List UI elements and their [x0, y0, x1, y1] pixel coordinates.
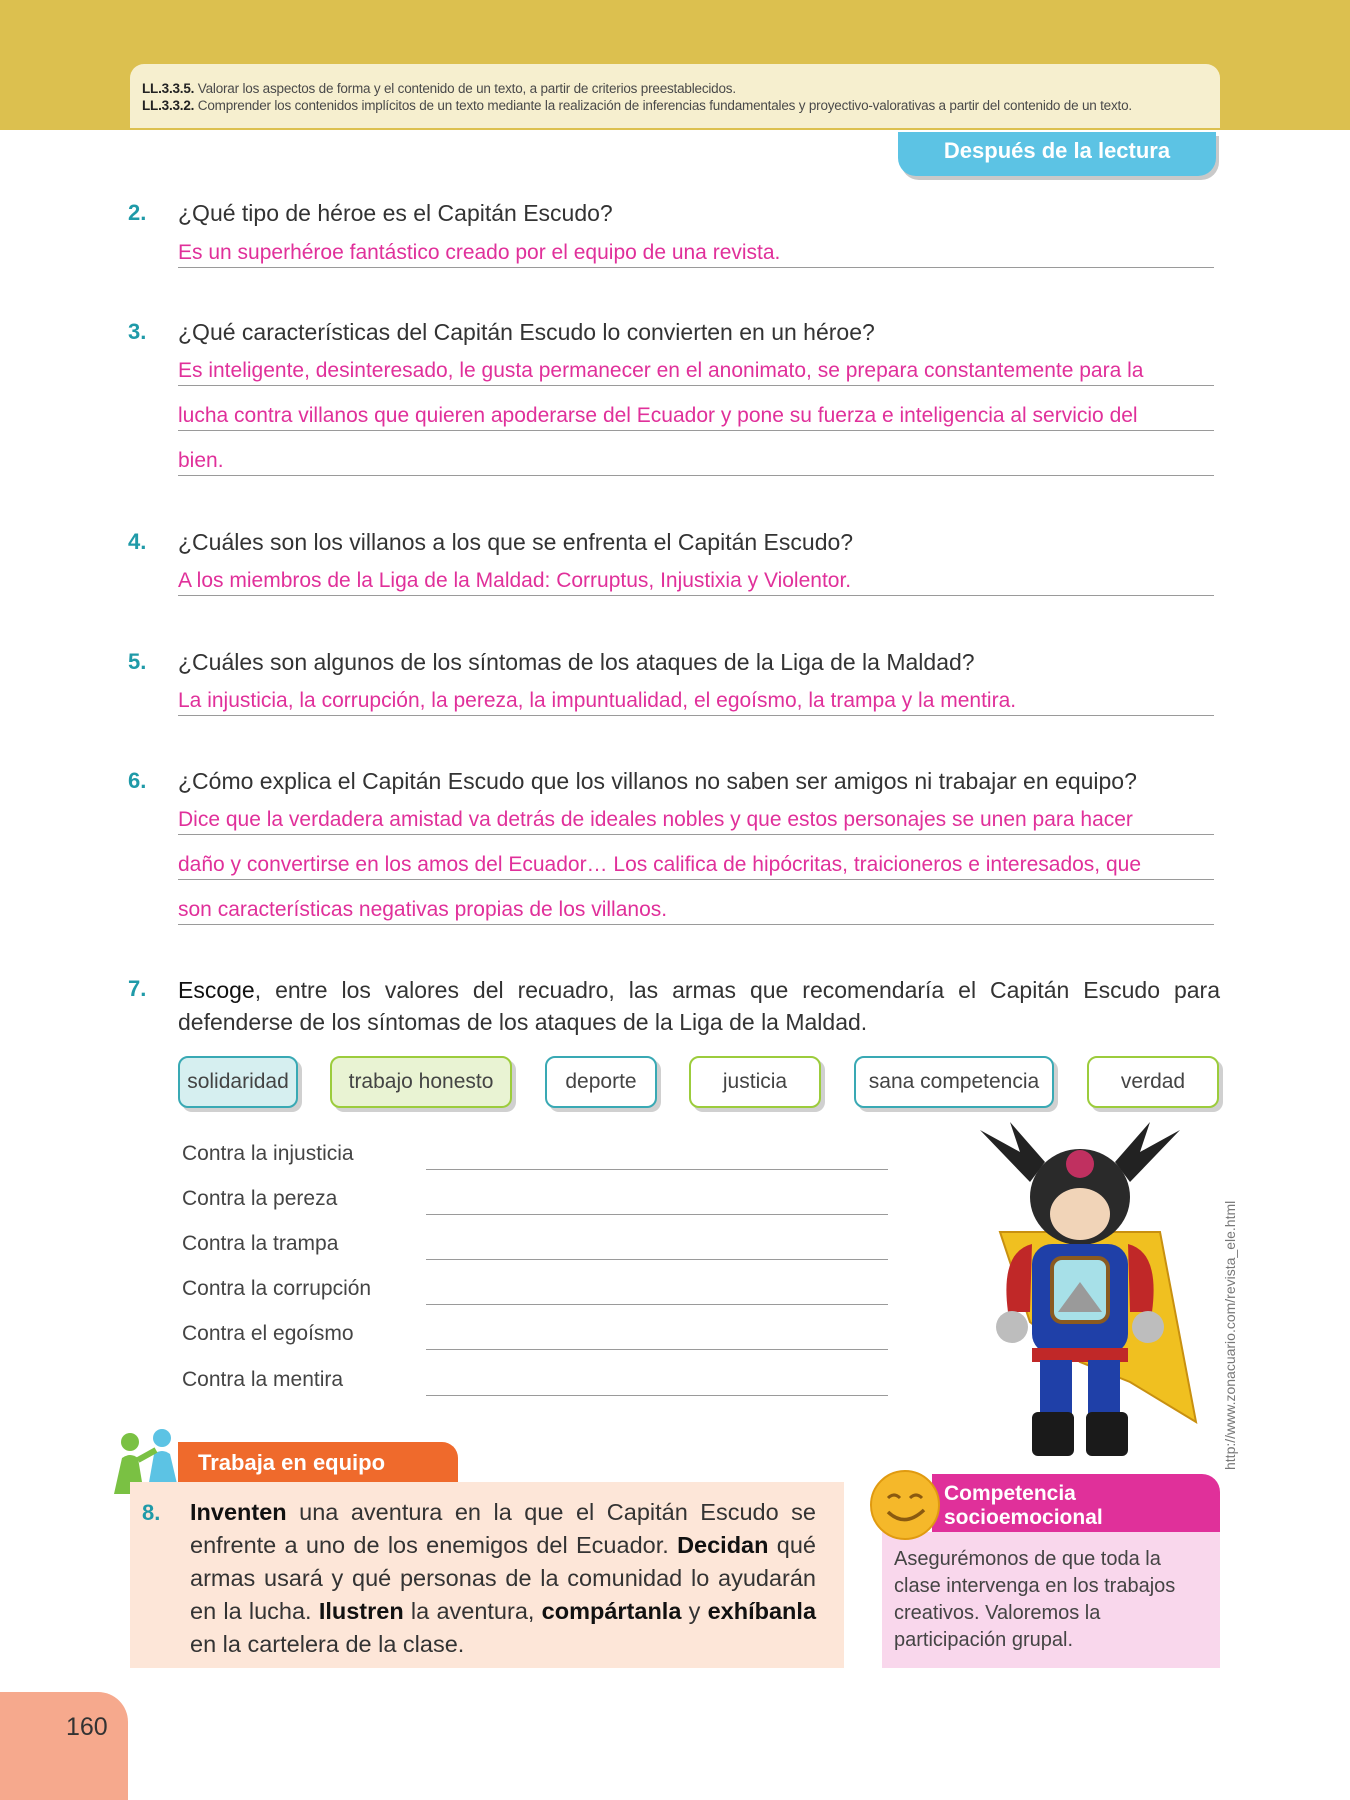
- instruction-verb: compártanla: [541, 1598, 682, 1624]
- question-number: 7.: [128, 976, 147, 1001]
- instruction-text: y: [681, 1598, 708, 1624]
- competencia-title: [932, 1474, 1220, 1534]
- instruction-verb: Inventen: [190, 1499, 287, 1525]
- instruction-verb: exhíbanla: [707, 1598, 817, 1624]
- question-text: ¿Qué características del Capitán Escudo lo convierten en un héroe?: [178, 319, 875, 345]
- curriculum-standards: [130, 64, 1220, 128]
- contra-row: [182, 1139, 888, 1169]
- answer-line[interactable]: [426, 1349, 888, 1350]
- contra-label: Contra la mentira: [182, 1368, 344, 1391]
- question-number: 5.: [128, 649, 147, 674]
- value-option[interactable]: verdad: [1087, 1056, 1219, 1108]
- instruction-text: qué armas usará y qué personas de la comunidad lo ayudarán en la lucha.: [190, 1532, 816, 1624]
- team-work-text: [190, 1496, 816, 1661]
- standard-text: Comprender los contenidos implícitos de un texto mediante la realización de inferencias fundamentales y proyectivo-valorativas a partir del contenido de un texto.: [197, 98, 1132, 113]
- instruction-verb: Decidan: [677, 1532, 769, 1558]
- instruction-verb: Ilustren: [318, 1598, 404, 1624]
- question-number: 4.: [128, 529, 147, 554]
- contra-label: Contra la injusticia: [182, 1142, 354, 1165]
- answer-line[interactable]: daño y convertirse en los amos del Ecuador… Los califica de hipócritas, traicioneros e interesados, que: [178, 852, 1214, 880]
- question-number: 8.: [142, 1500, 161, 1525]
- standard-code: LL.3.3.2.: [142, 98, 195, 113]
- competencia-box: Asegurémonos de que toda la clase intervenga en los trabajos creativos. Valoremos la participación grupal.: [882, 1532, 1220, 1668]
- answer-line[interactable]: A los miembros de la Liga de la Maldad: Corruptus, Injustixia y Violentor.: [178, 568, 1214, 596]
- instruction-text: en la cartelera de la clase.: [190, 1631, 465, 1657]
- contra-row: [182, 1274, 888, 1304]
- competencia-title-line: Competencia: [944, 1482, 1076, 1505]
- superhero-illustration: [960, 1122, 1200, 1462]
- instruction-text: una aventura en la que el Capitán Escudo se enfrente a uno de los enemigos del Ecuador.: [190, 1499, 816, 1558]
- section-title: Después de la lectura: [898, 132, 1216, 176]
- contra-row: [182, 1184, 888, 1214]
- question-text: ¿Qué tipo de héroe es el Capitán Escudo?: [178, 200, 613, 226]
- smiley-icon: [868, 1468, 942, 1542]
- contra-row: [182, 1319, 888, 1349]
- answer-line[interactable]: [426, 1395, 888, 1396]
- value-option[interactable]: trabajo honesto: [330, 1056, 512, 1108]
- value-option[interactable]: solidaridad: [178, 1056, 298, 1108]
- standard-code: LL.3.3.5.: [142, 81, 195, 96]
- team-work-title: Trabaja en equipo: [178, 1442, 458, 1482]
- question-text: ¿Cómo explica el Capitán Escudo que los villanos no saben ser amigos ni trabajar en equipo?: [178, 768, 1137, 794]
- value-option[interactable]: deporte: [545, 1056, 657, 1108]
- page-number-tab: [0, 1692, 128, 1800]
- competencia-title-line: socioemocional: [944, 1506, 1103, 1529]
- answer-line[interactable]: Dice que la verdadera amistad va detrás de ideales nobles y que estos personajes se unen para hacer: [178, 807, 1214, 835]
- answer-line[interactable]: [426, 1169, 888, 1170]
- question-text: [178, 974, 1220, 1038]
- answer-line[interactable]: [426, 1304, 888, 1305]
- question-number: 3.: [128, 319, 147, 344]
- instruction-verb: Escoge: [178, 977, 255, 1003]
- answer-line[interactable]: Es inteligente, desinteresado, le gusta permanecer en el anonimato, se prepara constantemente para la: [178, 358, 1214, 386]
- contra-label: Contra el egoísmo: [182, 1322, 354, 1345]
- team-work-box: [130, 1482, 844, 1668]
- page-number: 160: [66, 1713, 108, 1741]
- contra-label: Contra la corrupción: [182, 1277, 372, 1300]
- contra-row: [182, 1229, 888, 1259]
- answer-line[interactable]: La injusticia, la corrupción, la pereza, la impuntualidad, el egoísmo, la trampa y la mentira.: [178, 688, 1214, 716]
- answer-line[interactable]: [426, 1214, 888, 1215]
- value-option[interactable]: justicia: [689, 1056, 821, 1108]
- question-text: ¿Cuáles son algunos de los síntomas de los ataques de la Liga de la Maldad?: [178, 649, 975, 675]
- image-credit: http://www.zonacuario.com/revista_ele.html: [1222, 1200, 1238, 1470]
- question-number: 6.: [128, 768, 147, 793]
- answer-line[interactable]: son características negativas propias de los villanos.: [178, 897, 1214, 925]
- answer-line[interactable]: bien.: [178, 448, 1214, 476]
- contra-label: Contra la trampa: [182, 1232, 339, 1255]
- value-option[interactable]: sana competencia: [854, 1056, 1054, 1108]
- answer-line[interactable]: Es un superhéroe fantástico creado por el equipo de una revista.: [178, 240, 1214, 268]
- question-text: ¿Cuáles son los villanos a los que se enfrenta el Capitán Escudo?: [178, 529, 854, 555]
- standard-text: Valorar los aspectos de forma y el contenido de un texto, a partir de criterios preestablecidos.: [197, 81, 736, 96]
- answer-line[interactable]: [426, 1259, 888, 1260]
- instruction-text: , entre los valores del recuadro, las armas que recomendaría el Capitán Escudo para defenderse de los síntomas de los ataques de la Liga de la Maldad.: [178, 977, 1220, 1035]
- contra-row: [182, 1365, 888, 1395]
- answer-line[interactable]: lucha contra villanos que quieren apoderarse del Ecuador y pone su fuerza e inteligencia al servicio del: [178, 403, 1214, 431]
- contra-label: Contra la pereza: [182, 1187, 338, 1210]
- question-number: 2.: [128, 200, 147, 225]
- instruction-text: la aventura,: [403, 1598, 542, 1624]
